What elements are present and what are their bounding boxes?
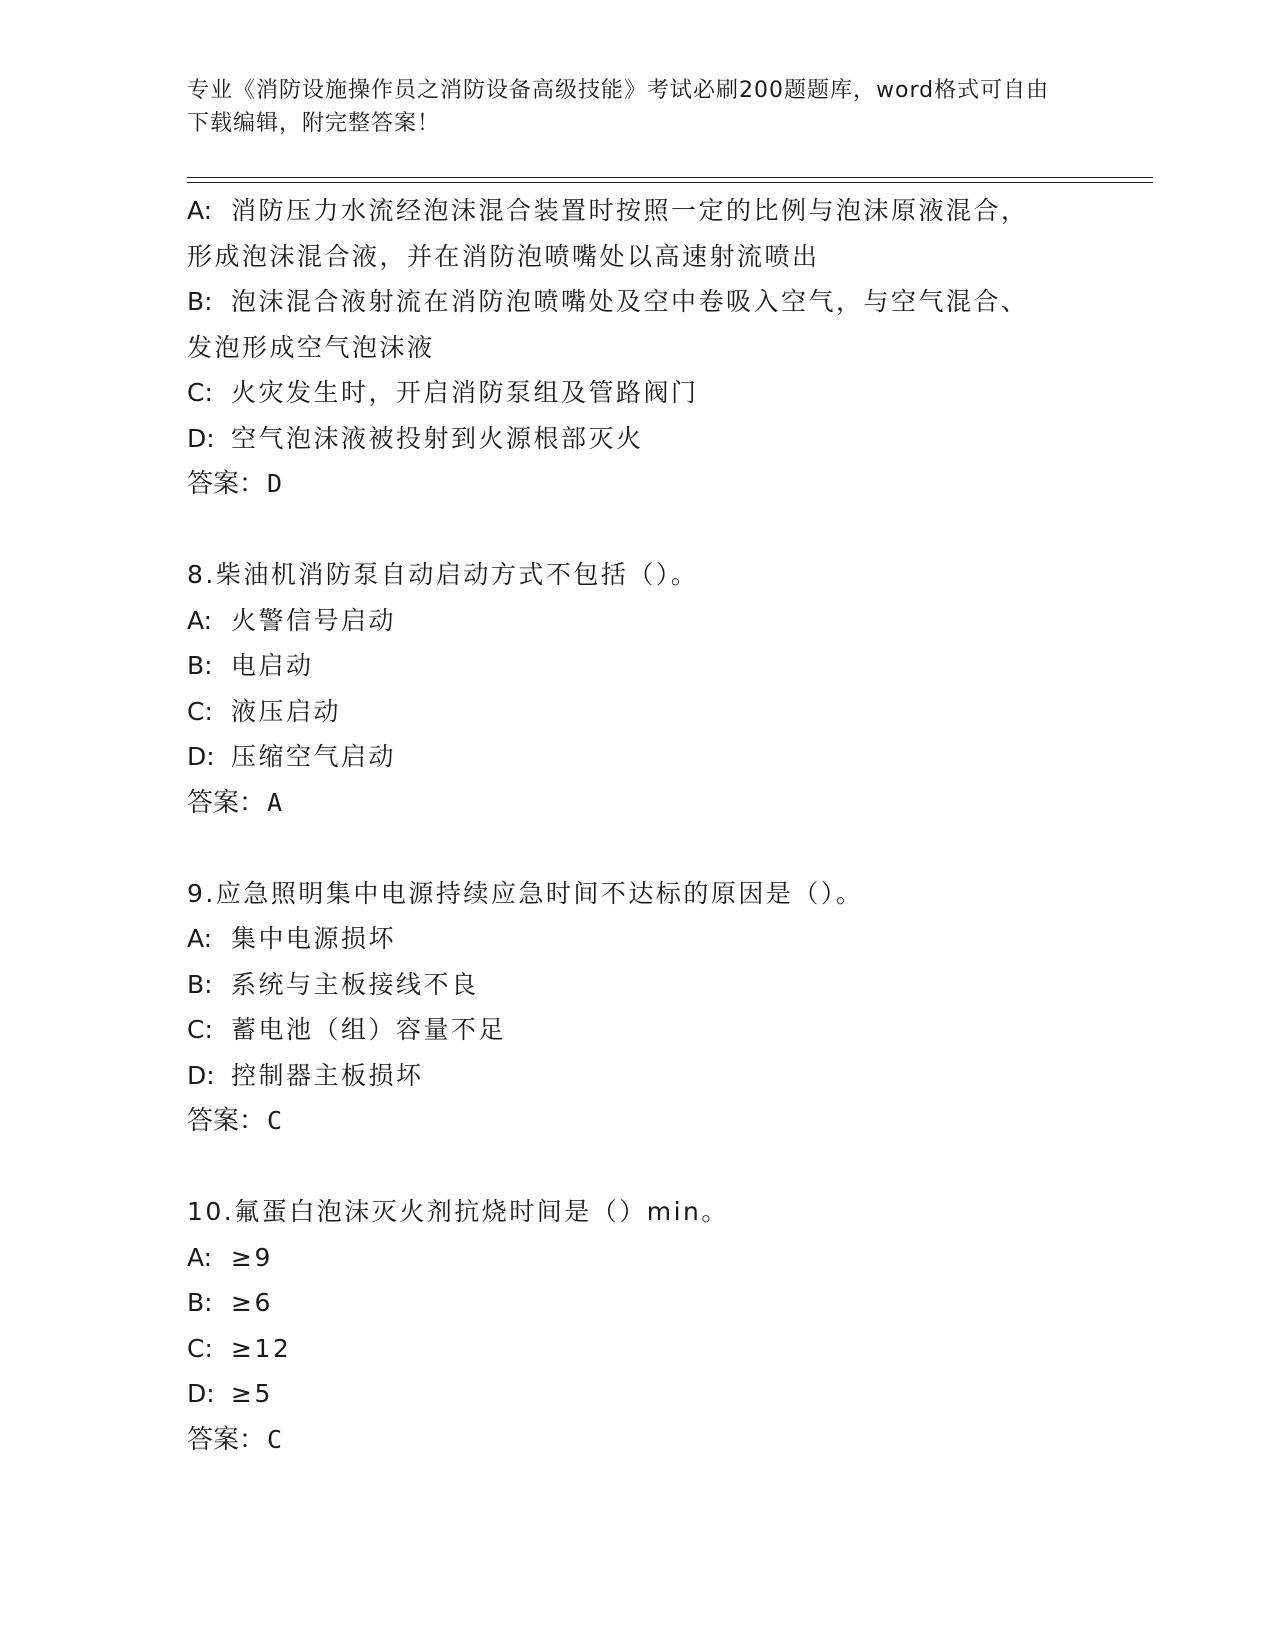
option-d <box>187 734 1087 780</box>
option-text: ≥9 <box>231 1242 273 1272</box>
question-stem-text: 9.应急照明集中电源持续应急时间不达标的原因是（）。 <box>187 878 864 908</box>
option-text: 蓄电池（组）容量不足 <box>231 1015 507 1044</box>
option-label: C: <box>187 696 213 726</box>
question-stem <box>187 871 1087 917</box>
option-d <box>187 1371 1087 1417</box>
answer-label: 答案： <box>187 787 266 818</box>
option-label: D: <box>187 1060 215 1090</box>
question-stem <box>187 552 1087 598</box>
question-10 <box>187 1189 1087 1462</box>
option-text: 电启动 <box>231 651 314 680</box>
answer-line <box>187 1417 1087 1463</box>
question-9 <box>187 871 1087 1144</box>
option-d <box>187 416 1087 462</box>
answer-value: C <box>267 1424 283 1454</box>
option-text: 形成泡沫混合液，并在消防泡喷嘴处以高速射流喷出 <box>187 241 820 271</box>
option-a <box>187 598 1087 644</box>
option-text: 火灾发生时，开启消防泵组及管路阀门 <box>231 378 699 407</box>
question-stem <box>187 1189 1087 1235</box>
option-text: 泡沫混合液射流在消防泡喷嘴处及空中卷吸入空气，与空气混合、 <box>231 287 1029 316</box>
option-text: 系统与主板接线不良 <box>231 969 479 999</box>
option-b <box>187 962 1087 1008</box>
option-text: 液压启动 <box>231 696 342 726</box>
answer-line <box>187 1098 1087 1144</box>
option-text: 控制器主板损坏 <box>231 1060 424 1090</box>
question-stem-text: 10.氟蛋白泡沫灭火剂抗烧时间是（）min。 <box>187 1197 729 1226</box>
option-a-continued <box>187 234 1087 280</box>
answer-label: 答案： <box>187 469 266 499</box>
header-divider-top <box>187 177 1153 178</box>
question-8 <box>187 552 1087 825</box>
answer-value: C <box>267 1106 283 1135</box>
option-label: A: <box>187 924 213 953</box>
option-c <box>187 1326 1087 1372</box>
option-d <box>187 1053 1087 1099</box>
option-a <box>187 1235 1087 1281</box>
option-a <box>187 188 1087 234</box>
option-b <box>187 1280 1087 1326</box>
option-label: C: <box>187 1333 213 1363</box>
answer-line <box>187 461 1087 507</box>
document-header <box>187 74 1067 140</box>
option-label: A: <box>187 196 213 225</box>
option-text: 空气泡沫液被投射到火源根部灭火 <box>231 423 644 453</box>
question-7-continued <box>187 188 1087 507</box>
option-b <box>187 279 1087 325</box>
option-label: D: <box>187 1379 215 1408</box>
option-c <box>187 1007 1087 1053</box>
option-label: A: <box>187 605 213 635</box>
answer-value: D <box>267 469 283 498</box>
option-text: ≥6 <box>231 1288 273 1317</box>
answer-label: 答案： <box>187 1106 266 1136</box>
option-label: B: <box>187 1288 213 1317</box>
question-stem-text: 8.柴油机消防泵自动启动方式不包括（）。 <box>187 560 699 589</box>
option-b <box>187 643 1087 689</box>
option-text: 压缩空气启动 <box>231 742 397 771</box>
option-text: 火警信号启动 <box>231 605 397 635</box>
option-label: B: <box>187 287 213 316</box>
header-text: 专业《消防设施操作员之消防设备高级技能》考试必刷200题题库，word格式可自由下载编辑，附完整答案！ <box>187 78 1050 136</box>
option-label: C: <box>187 378 213 407</box>
option-text: ≥5 <box>231 1379 273 1408</box>
header-divider-bottom <box>187 182 1153 183</box>
option-label: C: <box>187 1015 213 1044</box>
option-label: B: <box>187 969 213 999</box>
question-list <box>187 188 1087 1462</box>
option-b-continued <box>187 325 1087 371</box>
option-label: A: <box>187 1242 213 1272</box>
option-text: 发泡形成空气泡沫液 <box>187 332 435 362</box>
answer-value: A <box>267 787 283 817</box>
option-label: B: <box>187 651 213 680</box>
option-label: D: <box>187 423 215 453</box>
option-c <box>187 689 1087 735</box>
option-c <box>187 370 1087 416</box>
option-label: D: <box>187 742 215 771</box>
option-text: ≥12 <box>231 1333 292 1363</box>
option-text: 集中电源损坏 <box>231 924 397 953</box>
option-a <box>187 916 1087 962</box>
answer-label: 答案： <box>187 1424 266 1455</box>
option-text: 消防压力水流经泡沫混合装置时按照一定的比例与泡沫原液混合， <box>231 196 1029 225</box>
answer-line <box>187 780 1087 826</box>
